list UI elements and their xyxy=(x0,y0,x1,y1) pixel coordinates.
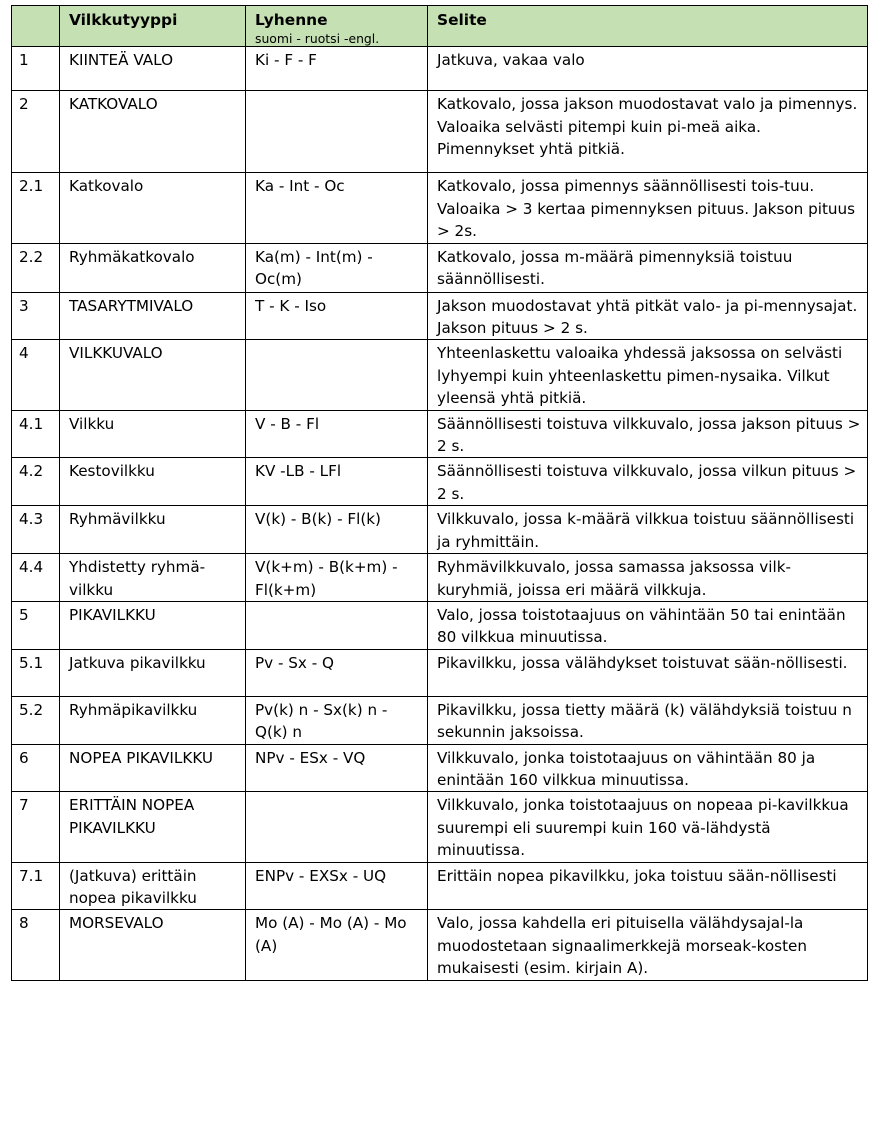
row-desc: Katkovalo, jossa pimennys säännöllisesti tois-tuu. Valoaika > 3 kertaa pimennyksen pituus. Jakson pituus > 2s. xyxy=(428,173,868,243)
row-abbr: Ka - Int - Oc xyxy=(246,173,428,243)
row-desc: Vilkkuvalo, jonka toistotaajuus on nopeaa pi-kavilkkua suurempi eli suurempi kuin 160 vä-lähdystä minuutissa. xyxy=(428,792,868,862)
row-type: Jatkuva pikavilkku xyxy=(60,649,246,696)
table-row xyxy=(12,862,868,910)
table-row xyxy=(12,243,868,292)
row-abbr: NPv - ESx - VQ xyxy=(246,744,428,792)
row-type: MORSEVALO xyxy=(60,910,246,980)
row-abbr xyxy=(246,340,428,410)
header-type: Vilkkutyyppi xyxy=(60,6,246,47)
table-row xyxy=(12,340,868,410)
row-desc: Valo, jossa toistotaajuus on vähintään 50 tai enintään 80 vilkkua minuutissa. xyxy=(428,601,868,649)
row-number: 2 xyxy=(12,91,60,173)
table-row xyxy=(12,506,868,554)
row-number: 5.2 xyxy=(12,696,60,744)
row-desc: Pikavilkku, jossa välähdykset toistuvat sään-nöllisesti. xyxy=(428,649,868,696)
row-type: NOPEA PIKAVILKKU xyxy=(60,744,246,792)
row-number: 8 xyxy=(12,910,60,980)
header-num xyxy=(12,6,60,47)
row-abbr: T - K - Iso xyxy=(246,292,428,340)
row-number: 4.4 xyxy=(12,554,60,602)
row-type: Ryhmäkatkovalo xyxy=(60,243,246,292)
row-type: Ryhmäpikavilkku xyxy=(60,696,246,744)
row-abbr: KV -LB - LFl xyxy=(246,458,428,506)
row-type: Katkovalo xyxy=(60,173,246,243)
row-abbr: ENPv - EXSx - UQ xyxy=(246,862,428,910)
row-desc: Vilkkuvalo, jonka toistotaajuus on vähintään 80 ja enintään 160 vilkkua minuutissa. xyxy=(428,744,868,792)
table-row xyxy=(12,292,868,340)
row-desc: Säännöllisesti toistuva vilkkuvalo, jossa jakson pituus > 2 s. xyxy=(428,410,868,458)
row-number: 6 xyxy=(12,744,60,792)
table-header-row xyxy=(12,6,868,47)
row-desc: Katkovalo, jossa jakson muodostavat valo ja pimennys. Valoaika selvästi pitempi kuin pi-meä aika. Pimennykset yhtä pitkiä. xyxy=(428,91,868,173)
row-number: 7.1 xyxy=(12,862,60,910)
row-desc: Yhteenlaskettu valoaika yhdessä jaksossa on selvästi lyhyempi kuin yhteenlaskettu pimen-nysaika. Vilkut yleensä yhtä pitkiä. xyxy=(428,340,868,410)
row-abbr: Ki - F - F xyxy=(246,47,428,91)
row-desc: Vilkkuvalo, jossa k-määrä vilkkua toistuu säännöllisesti ja ryhmittäin. xyxy=(428,506,868,554)
row-abbr: V - B - Fl xyxy=(246,410,428,458)
row-number: 4.1 xyxy=(12,410,60,458)
row-abbr: Pv(k) n - Sx(k) n - Q(k) n xyxy=(246,696,428,744)
row-abbr: Ka(m) - Int(m) - Oc(m) xyxy=(246,243,428,292)
row-number: 4.3 xyxy=(12,506,60,554)
row-type: TASARYTMIVALO xyxy=(60,292,246,340)
header-abbr-subtitle: suomi - ruotsi -engl. xyxy=(255,31,380,47)
row-number: 4 xyxy=(12,340,60,410)
row-number: 1 xyxy=(12,47,60,91)
light-characteristics-table xyxy=(11,5,868,981)
row-abbr xyxy=(246,792,428,862)
row-desc: Jakson muodostavat yhtä pitkät valo- ja pi-mennysajat. Jakson pituus > 2 s. xyxy=(428,292,868,340)
row-abbr: Mo (A) - Mo (A) - Mo (A) xyxy=(246,910,428,980)
table-row xyxy=(12,910,868,980)
row-type: KATKOVALO xyxy=(60,91,246,173)
row-type: Vilkku xyxy=(60,410,246,458)
row-desc: Säännöllisesti toistuva vilkkuvalo, jossa vilkun pituus > 2 s. xyxy=(428,458,868,506)
table-row xyxy=(12,410,868,458)
row-number: 5.1 xyxy=(12,649,60,696)
row-number: 5 xyxy=(12,601,60,649)
row-type: Yhdistetty ryhmä-vilkku xyxy=(60,554,246,602)
table-row xyxy=(12,91,868,173)
row-type: (Jatkuva) erittäin nopea pikavilkku xyxy=(60,862,246,910)
row-desc: Valo, jossa kahdella eri pituisella välähdysajal-la muodostetaan signaalimerkkejä morseak-kosten mukaisesti (esim. kirjain A). xyxy=(428,910,868,980)
row-abbr: Pv - Sx - Q xyxy=(246,649,428,696)
row-type: Ryhmävilkku xyxy=(60,506,246,554)
row-number: 3 xyxy=(12,292,60,340)
row-type: PIKAVILKKU xyxy=(60,601,246,649)
table-row xyxy=(12,554,868,602)
row-desc: Erittäin nopea pikavilkku, joka toistuu sään-nöllisesti xyxy=(428,862,868,910)
row-abbr xyxy=(246,601,428,649)
row-abbr: V(k) - B(k) - Fl(k) xyxy=(246,506,428,554)
header-abbr xyxy=(246,6,428,47)
table-row xyxy=(12,173,868,243)
row-type: Kestovilkku xyxy=(60,458,246,506)
row-number: 4.2 xyxy=(12,458,60,506)
table-row xyxy=(12,601,868,649)
table-row xyxy=(12,649,868,696)
row-type: ERITTÄIN NOPEA PIKAVILKKU xyxy=(60,792,246,862)
row-desc: Katkovalo, jossa m-määrä pimennyksiä toistuu säännöllisesti. xyxy=(428,243,868,292)
row-abbr xyxy=(246,91,428,173)
row-number: 2.1 xyxy=(12,173,60,243)
row-desc: Ryhmävilkkuvalo, jossa samassa jaksossa vilk-kuryhmiä, joissa eri määrä vilkkuja. xyxy=(428,554,868,602)
header-abbr-title: Lyhenne xyxy=(255,11,328,29)
table-row xyxy=(12,696,868,744)
row-desc: Jatkuva, vakaa valo xyxy=(428,47,868,91)
row-number: 2.2 xyxy=(12,243,60,292)
row-desc: Pikavilkku, jossa tietty määrä (k) välähdyksiä toistuu n sekunnin jaksoissa. xyxy=(428,696,868,744)
row-number: 7 xyxy=(12,792,60,862)
table-row xyxy=(12,792,868,862)
table-row xyxy=(12,744,868,792)
row-type: KIINTEÄ VALO xyxy=(60,47,246,91)
table-row xyxy=(12,458,868,506)
row-abbr: V(k+m) - B(k+m) - Fl(k+m) xyxy=(246,554,428,602)
table-row xyxy=(12,47,868,91)
header-desc: Selite xyxy=(428,6,868,47)
row-type: VILKKUVALO xyxy=(60,340,246,410)
